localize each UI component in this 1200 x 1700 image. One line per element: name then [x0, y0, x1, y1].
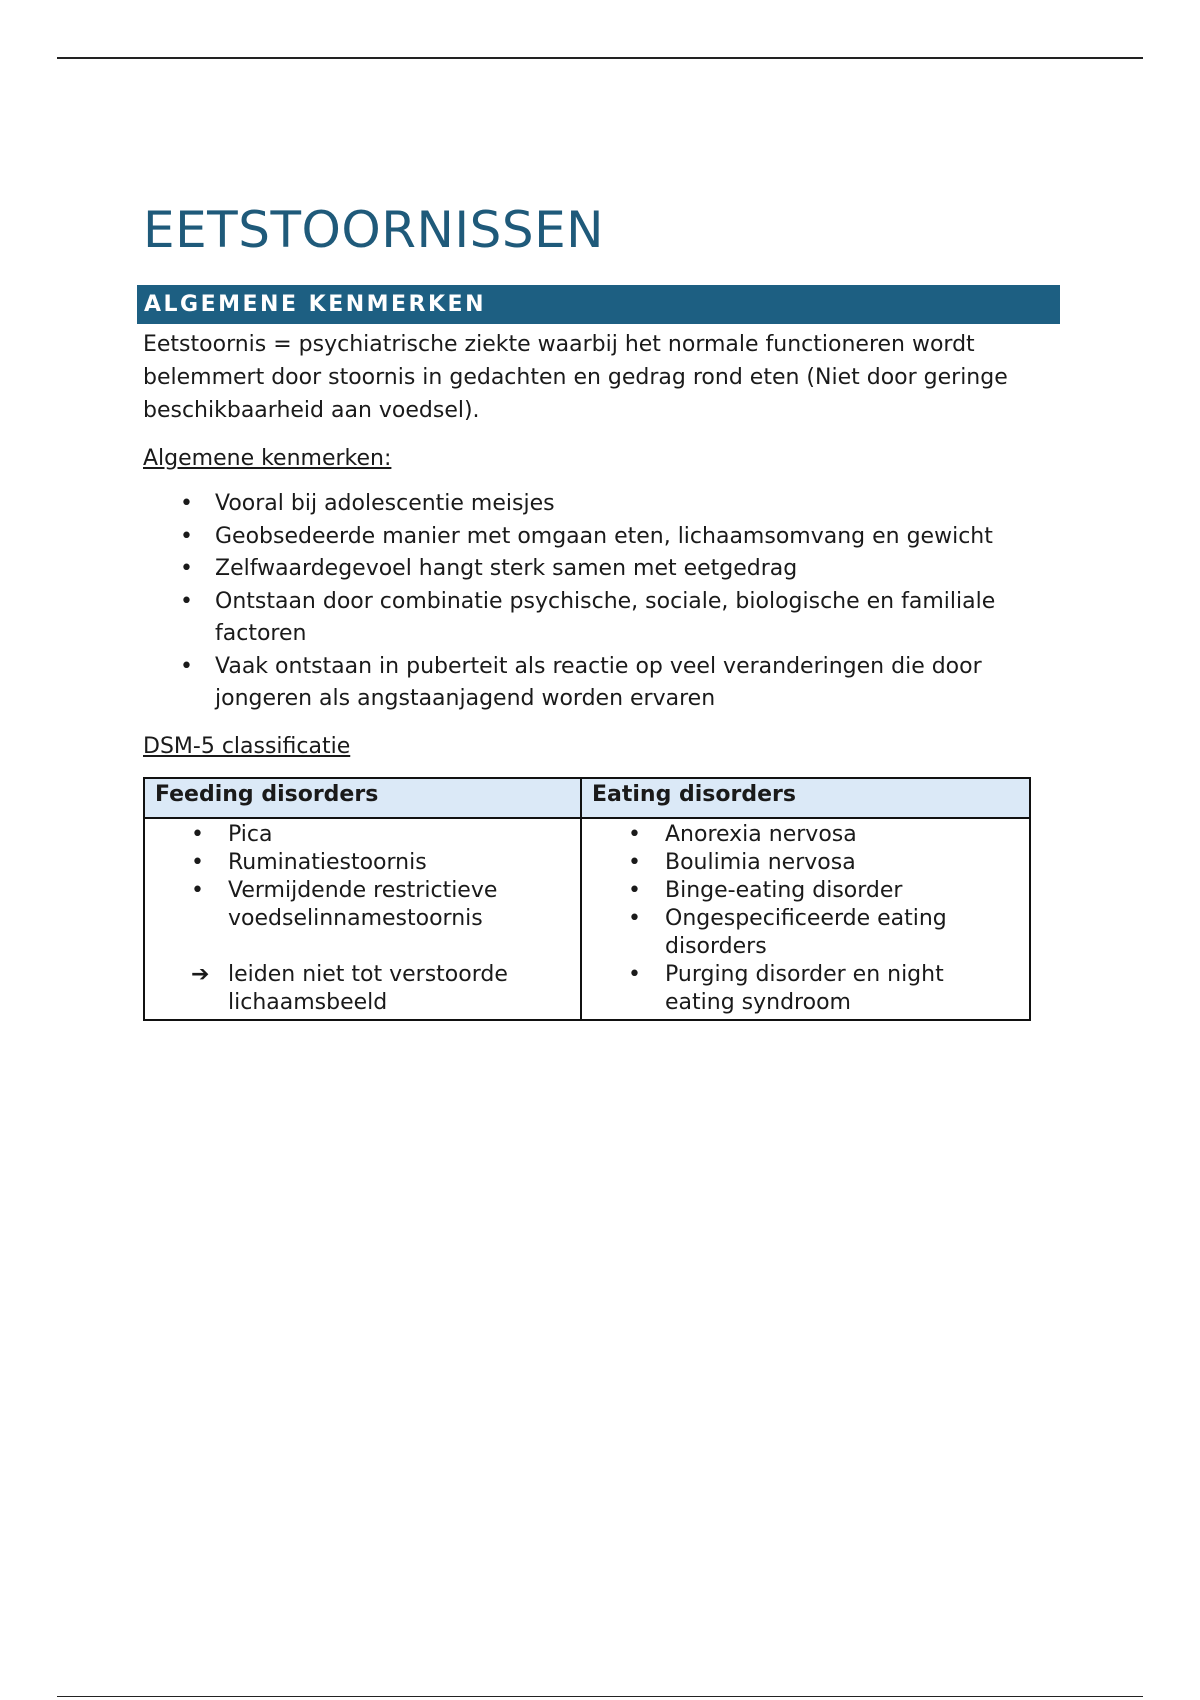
- eating-cell: [581, 818, 1030, 1020]
- list-item: • Vooral bij adolescentie meisjes: [143, 488, 1035, 521]
- arrow-right-icon: ➔: [191, 961, 210, 987]
- list-item: • Vaak ontstaan in puberteit als reactie op veel veranderingen die door jongeren als angstaanjagend worden ervaren: [143, 651, 1035, 716]
- list-item: • Ongespecificeerde eating disorders: [582, 905, 1029, 961]
- list-item: • Boulimia nervosa: [582, 849, 1029, 877]
- list-item: • Anorexia nervosa: [582, 821, 1029, 849]
- list-item: • Binge-eating disorder: [582, 877, 1029, 905]
- list-item: • Ruminatiestoornis: [145, 849, 580, 877]
- feeding-header: Feeding disorders: [144, 778, 581, 818]
- dsm-heading: DSM-5 classificatie: [143, 733, 351, 759]
- list-item: • Purging disorder en night eating syndroom: [582, 961, 1029, 1017]
- note-text: leiden niet tot verstoorde lichaamsbeeld: [228, 961, 508, 1015]
- feeding-list: [145, 821, 580, 933]
- eating-header: Eating disorders: [581, 778, 1030, 818]
- definition-paragraph: Eetstoornis = psychiatrische ziekte waarbij het normale functioneren wordt belemmert door stoornis in gedachten en gedrag rond eten (Niet door geringe beschikbaarheid aan voedsel).: [143, 332, 1008, 423]
- feeding-note: [145, 961, 580, 1017]
- page-title: EETSTOORNISSEN: [143, 201, 605, 259]
- dsm-table: [143, 777, 1031, 1021]
- list-item: • Ontstaan door combinatie psychische, sociale, biologische en familiale factoren: [143, 586, 1035, 651]
- features-list: [143, 488, 1063, 716]
- list-item: • Vermijdende restrictieve voedselinnamestoornis: [145, 877, 580, 933]
- header-rule: [57, 57, 1143, 59]
- list-item: • Geobsedeerde manier met omgaan eten, lichaamsomvang en gewicht: [143, 521, 1035, 554]
- feeding-cell: [144, 818, 581, 1020]
- footer-rule: [57, 1696, 1143, 1697]
- table-header-row: [144, 778, 1030, 818]
- list-item: • Zelfwaardegevoel hangt sterk samen met eetgedrag: [143, 553, 1035, 586]
- eating-list: [582, 821, 1029, 1017]
- document-body: [143, 200, 1063, 1021]
- section-header: ALGEMENE KENMERKEN: [137, 285, 1060, 324]
- table-row: [144, 818, 1030, 1020]
- list-item: • Pica: [145, 821, 580, 849]
- features-heading: Algemene kenmerken:: [143, 446, 392, 471]
